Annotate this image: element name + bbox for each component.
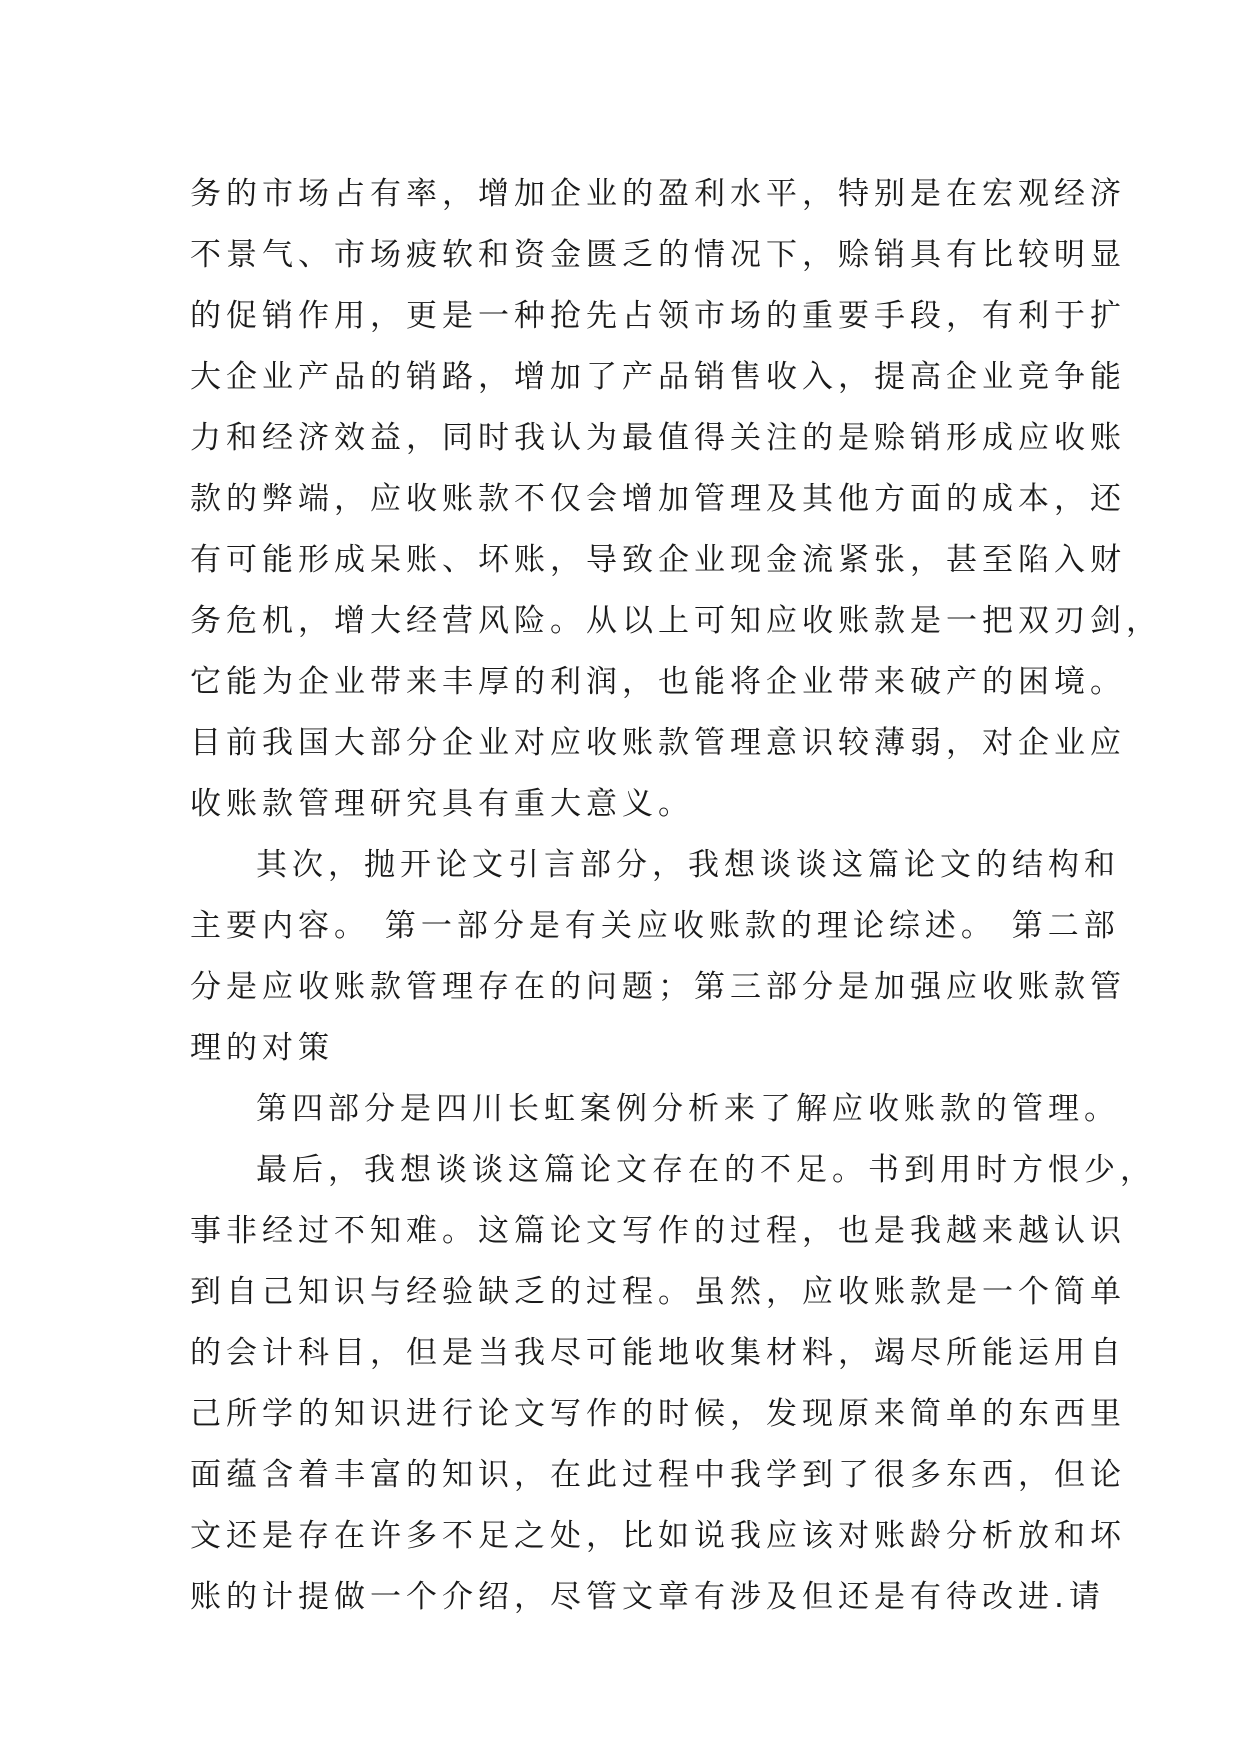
text-line: 事非经过不知难。这篇论文写作的过程，也是我越来越认识 [190, 1213, 1126, 1249]
text-line: 主要内容。 第一部分是有关应收账款的理论综述。 第二部 [190, 908, 1120, 944]
text-line: 它能为企业带来丰厚的利润，也能将企业带来破产的困境。 [190, 664, 1126, 700]
text-line: 款的弊端，应收账款不仅会增加管理及其他方面的成本，还 [190, 481, 1126, 517]
text-line: 的促销作用，更是一种抢先占领市场的重要手段，有利于扩 [190, 298, 1126, 334]
paragraph-start-line: 第四部分是四川长虹案例分析来了解应收账款的管理。 [256, 1091, 1120, 1127]
paragraph-start-line: 其次，抛开论文引言部分，我想谈谈这篇论文的结构和 [256, 847, 1120, 883]
text-line: 收账款管理研究具有重大意义。 [190, 786, 694, 822]
text-line: 务的市场占有率，增加企业的盈利水平，特别是在宏观经济 [190, 176, 1126, 212]
text-line: 不景气、市场疲软和资金匮乏的情况下，赊销具有比较明显 [190, 237, 1126, 273]
body-text [190, 164, 1162, 1628]
text-line: 面蕴含着丰富的知识，在此过程中我学到了很多东西，但论 [190, 1457, 1126, 1493]
text-line: 目前我国大部分企业对应收账款管理意识较薄弱，对企业应 [190, 725, 1126, 761]
text-line: 己所学的知识进行论文写作的时候，发现原来简单的东西里 [190, 1396, 1126, 1432]
text-line: 理的对策 [190, 1030, 334, 1066]
text-line: 务危机，增大经营风险。从以上可知应收账款是一把双刃剑， [190, 603, 1162, 639]
text-line: 力和经济效益，同时我认为最值得关注的是赊销形成应收账 [190, 420, 1126, 456]
text-line: 大企业产品的销路，增加了产品销售收入，提高企业竞争能 [190, 359, 1126, 395]
text-line: 文还是存在许多不足之处，比如说我应该对账龄分析放和坏 [190, 1518, 1126, 1554]
text-line: 有可能形成呆账、坏账，导致企业现金流紧张，甚至陷入财 [190, 542, 1126, 578]
text-line: 的会计科目，但是当我尽可能地收集材料，竭尽所能运用自 [190, 1335, 1126, 1371]
paragraph-start-line: 最后，我想谈谈这篇论文存在的不足。书到用时方恨少， [256, 1152, 1156, 1188]
text-line: 到自己知识与经验缺乏的过程。虽然，应收账款是一个简单 [190, 1274, 1126, 1310]
text-line: 账的计提做一个介绍，尽管文章有涉及但还是有待改进.请 [190, 1579, 1105, 1615]
text-line: 分是应收账款管理存在的问题；第三部分是加强应收账款管 [190, 969, 1126, 1005]
